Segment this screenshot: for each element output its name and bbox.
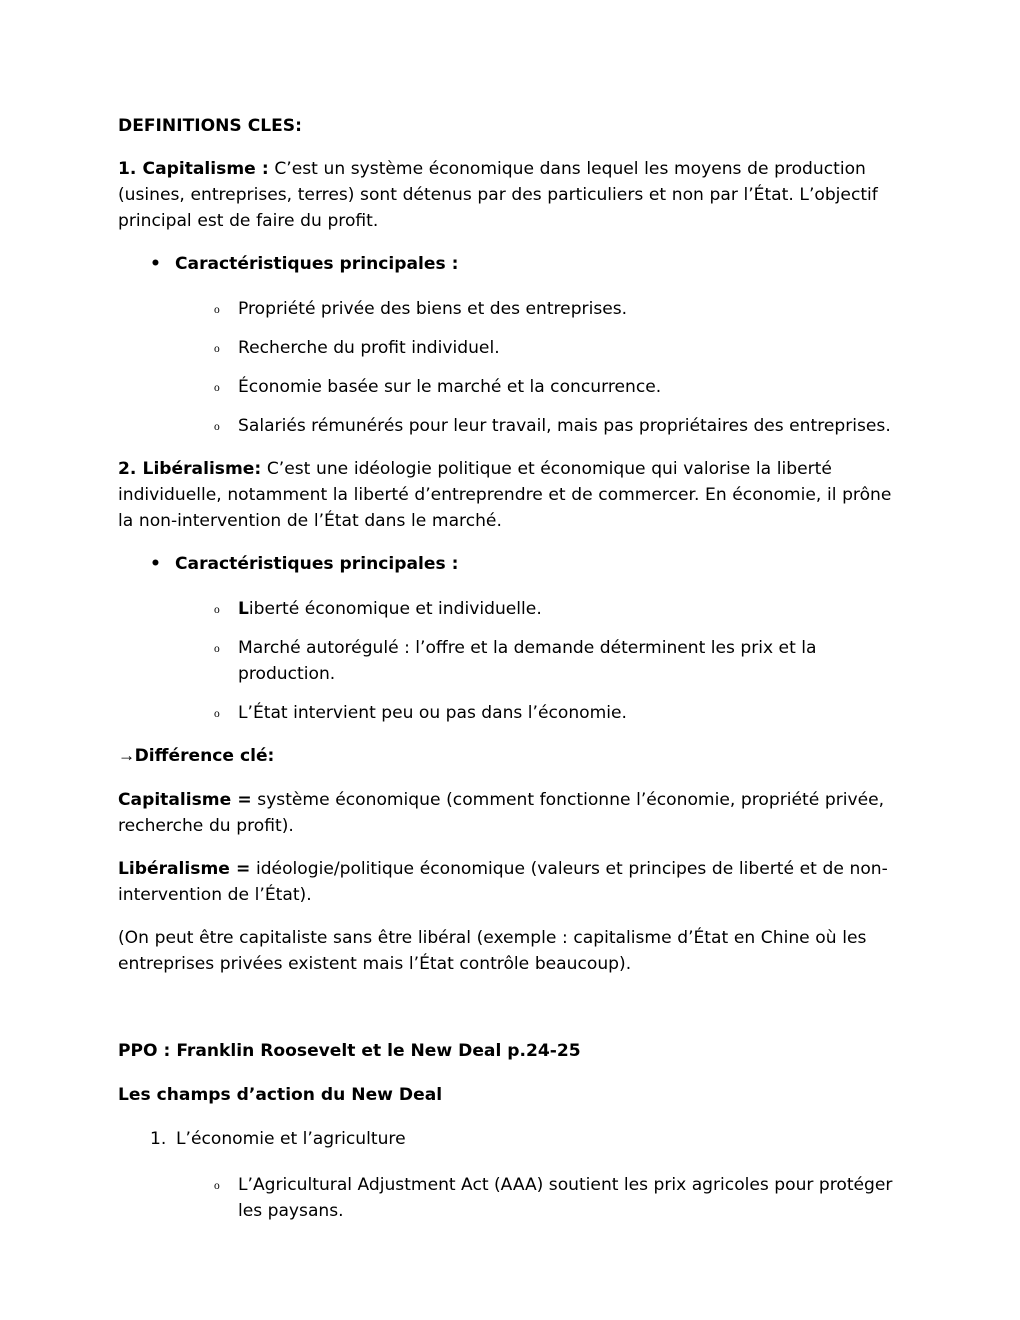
capitalisme-bullet-heading-label: Caractéristiques principales : bbox=[175, 254, 459, 274]
definition-capitalisme-paragraph bbox=[118, 156, 896, 234]
ppo-subtitle: Les champs d’action du New Deal bbox=[118, 1085, 443, 1105]
difference-row-liberalisme bbox=[118, 856, 896, 908]
circle-bullet-icon: o bbox=[214, 604, 220, 616]
liberalisme-bullet-heading-label: Caractéristiques principales : bbox=[175, 554, 459, 574]
bullet-icon: • bbox=[150, 254, 161, 274]
difference-row-liberalisme-term: Libéralisme = bbox=[118, 859, 251, 879]
list-item-label: Salariés rémunérés pour leur travail, mais pas propriétaires des entreprises. bbox=[238, 416, 891, 436]
definition-liberalisme-text: C’est une idéologie politique et économique qui valorise la liberté individuelle, notamment la liberté d’entreprendre et de commercer. En économie, il prône la non-intervention de l’État dans le marché. bbox=[118, 459, 892, 531]
difference-row-capitalisme-text: système économique (comment fonctionne l’économie, propriété privée, recherche du profit). bbox=[118, 790, 885, 836]
ppo-numbered-list bbox=[118, 1126, 896, 1224]
list-item-label: iberté économique et individuelle. bbox=[248, 599, 542, 619]
ppo-numbered-item-label: L’économie et l’agriculture bbox=[176, 1129, 406, 1149]
difference-row-capitalisme-term: Capitalisme = bbox=[118, 790, 252, 810]
difference-row-capitalisme bbox=[118, 787, 896, 839]
list-item bbox=[118, 635, 896, 687]
section-spacer bbox=[118, 994, 896, 1038]
ppo-numbered-item bbox=[118, 1126, 896, 1152]
ppo-title: PPO : Franklin Roosevelt et le New Deal p.24-25 bbox=[118, 1041, 581, 1061]
list-item bbox=[118, 413, 896, 439]
list-item bbox=[118, 335, 896, 361]
list-item bbox=[118, 296, 896, 322]
list-item-bold-prefix: L bbox=[238, 599, 249, 619]
definition-liberalisme-paragraph bbox=[118, 456, 896, 534]
circle-bullet-icon: o bbox=[214, 1180, 220, 1192]
circle-bullet-icon: o bbox=[214, 304, 220, 316]
circle-bullet-icon: o bbox=[214, 382, 220, 394]
list-item-label: L’État intervient peu ou pas dans l’économie. bbox=[238, 703, 627, 723]
circle-bullet-icon: o bbox=[214, 643, 220, 655]
list-item-label: Recherche du profit individuel. bbox=[238, 338, 500, 358]
list-item bbox=[118, 596, 896, 622]
definition-capitalisme-term: Capitalisme : bbox=[142, 159, 269, 179]
circle-bullet-icon: o bbox=[214, 343, 220, 355]
list-item bbox=[118, 700, 896, 726]
page-title: DEFINITIONS CLES: bbox=[118, 116, 302, 136]
circle-bullet-icon: o bbox=[214, 708, 220, 720]
capitalisme-bullet-heading bbox=[118, 251, 896, 277]
list-number-marker: 1. bbox=[150, 1129, 167, 1149]
liberalisme-bullet-heading bbox=[118, 551, 896, 577]
definition-liberalisme-term: Libéralisme: bbox=[142, 459, 262, 479]
bullet-icon: • bbox=[150, 554, 161, 574]
document-body bbox=[118, 113, 896, 1224]
difference-cle-heading-label: Différence clé: bbox=[134, 746, 275, 766]
definition-liberalisme-number: 2. bbox=[118, 459, 143, 479]
list-item bbox=[118, 374, 896, 400]
liberalisme-list bbox=[118, 551, 896, 726]
definition-capitalisme-number: 1. bbox=[118, 159, 143, 179]
list-item bbox=[118, 1172, 896, 1224]
list-item-label: L’Agricultural Adjustment Act (AAA) soutient les prix agricoles pour protéger les paysans. bbox=[238, 1175, 893, 1221]
circle-bullet-icon: o bbox=[214, 421, 220, 433]
difference-row-liberalisme-text: idéologie/politique économique (valeurs et principes de liberté et de non-intervention de l’État). bbox=[118, 859, 888, 905]
difference-note: (On peut être capitaliste sans être libéral (exemple : capitalisme d’État en Chine où les entreprises privées existent mais l’État contrôle beaucoup). bbox=[118, 928, 867, 974]
list-item-label: Marché autorégulé : l’offre et la demande déterminent les prix et la production. bbox=[238, 638, 817, 684]
capitalisme-list bbox=[118, 251, 896, 439]
definition-capitalisme-text: C’est un système économique dans lequel les moyens de production (usines, entreprises, terres) sont détenus par des particuliers et non par l’État. L’objectif principal est de faire du profit. bbox=[118, 159, 878, 231]
list-item-label: Économie basée sur le marché et la concurrence. bbox=[238, 377, 662, 397]
list-item-label: Propriété privée des biens et des entreprises. bbox=[238, 299, 628, 319]
difference-cle-heading bbox=[118, 743, 896, 769]
arrow-right-icon: → bbox=[118, 746, 135, 765]
